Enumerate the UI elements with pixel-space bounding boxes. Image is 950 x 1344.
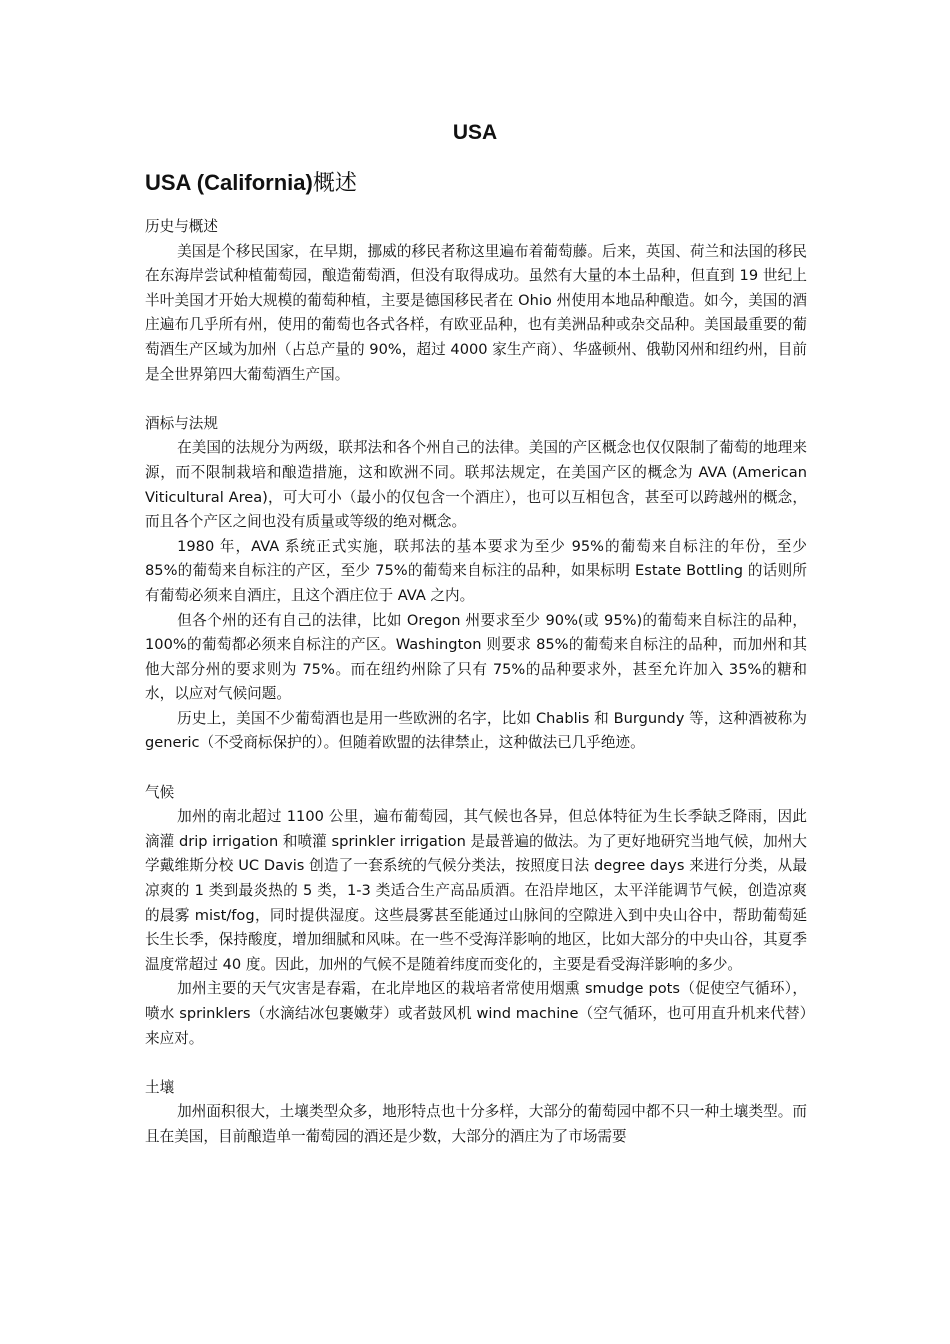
document-title: USA bbox=[452, 121, 498, 144]
section-climate bbox=[145, 781, 807, 1052]
subheading-history: 历史与概述 bbox=[145, 218, 218, 235]
section-heading bbox=[145, 166, 805, 200]
paragraph: 历史上，美国不少葡萄酒也是用一些欧洲的名字，比如 Chablis 和 Burgundy 等，这种酒被称为 generic（不受商标保护的）。但随着欧盟的法律禁止，这种做法已几乎绝迹。 bbox=[145, 709, 807, 752]
paragraph: 加州面积很大，土壤类型众多，地形特点也十分多样，大部分的葡萄园中都不只一种土壤类型。而且在美国，目前酿造单一葡萄园的酒还是少数，大部分的酒庄为了市场需要 bbox=[145, 1103, 807, 1145]
section-spacer bbox=[145, 387, 807, 412]
paragraph: 但各个州的还有自己的法律，比如 Oregon 州要求至少 90%(或 95%)的葡萄来自标注的品种，100%的葡萄都必须来自标注的产区。Washington 则要求 85%的葡萄来自标注的品种，而加州和其他大部分州的要求则为 75%。而在纽约州除了只有 75%的品种要求外，甚至允许加入 35%的糖和水，以应对气候问题。 bbox=[145, 611, 807, 703]
section-spacer bbox=[145, 1051, 807, 1076]
subheading-soil: 土壤 bbox=[145, 1078, 175, 1096]
section-heading-cjk: 概述 bbox=[312, 170, 357, 195]
section-labels-regulations bbox=[145, 412, 807, 756]
section-soil bbox=[145, 1076, 807, 1150]
paragraph: 美国是个移民国家，在早期，挪威的移民者称这里遍布着葡萄藤。后来，英国、荷兰和法国的移民在东海岸尝试种植葡萄园，酿造葡萄酒，但没有取得成功。虽然有大量的本土品种，但直到 19 世纪上半叶美国才开始大规模的葡萄种植，主要是德国移民者在 Ohio 州使用本地品种酿造。如今，美国的酒庄遍布几乎所有州，使用的葡萄也各式各样，有欧亚品种，也有美洲品种或杂交品种。美国最重要的葡萄酒生产区域为加州（占总产量的 90%，超过 4000 家生产商）、华盛顿州、俄勒冈州和纽约州，目前是全世界第四大葡萄酒生产国。 bbox=[145, 242, 807, 383]
paragraph: 1980 年，AVA 系统正式实施，联邦法的基本要求为至少 95%的葡萄来自标注的年份，至少 85%的葡萄来自标注的产区，至少 75%的葡萄来自标注的品种，如果标明 Estate Bottling 的话则所有葡萄必须来自酒庄，且这个酒庄位于 AVA 之内。 bbox=[145, 537, 807, 604]
subheading-labels-regulations: 酒标与法规 bbox=[145, 414, 218, 432]
document-body bbox=[145, 215, 807, 1150]
section-spacer bbox=[145, 756, 807, 781]
section-history bbox=[145, 215, 807, 387]
paragraph: 加州主要的天气灾害是春霜，在北岸地区的栽培者常使用烟熏 smudge pots（促使空气循环），喷水 sprinklers（水滴结冰包裹嫩芽）或者鼓风机 wind machine（空气循环，也可用直升机来代替）来应对。 bbox=[145, 980, 807, 1047]
subheading-climate: 气候 bbox=[145, 783, 175, 801]
section-heading-latin: USA (California) bbox=[145, 170, 313, 195]
paragraph: 加州的南北超过 1100 公里，遍布葡萄园，其气候也各异，但总体特征为生长季缺乏降雨，因此滴灌 drip irrigation 和喷灌 sprinkler irrigation 是最普遍的做法。为了更好地研究当地气候，加州大学戴维斯分校 UC Davis 创造了一套系统的气候分类法，按照度日法 degree days 来进行分类，从最凉爽的 1 类到最炎热的 5 类，1-3 类适合生产高品质酒。在沿岸地区，太平洋能调节气候，创造凉爽的晨雾 mist/fog，同时提供湿度。这些晨雾甚至能通过山脉间的空隙进入到中央山谷中，帮助葡萄延长生长季，保持酸度，增加细腻和风味。在一些不受海洋影响的地区，比如大部分的中央山谷，其夏季温度常超过 40 度。因此，加州的气候不是随着纬度而变化的，主要是看受海洋影响的多少。 bbox=[145, 808, 807, 973]
paragraph: 在美国的法规分为两级，联邦法和各个州自己的法律。美国的产区概念也仅仅限制了葡萄的地理来源，而不限制栽培和酿造措施，这和欧洲不同。联邦法规定，在美国产区的概念为 AVA (American Viticultural Area)，可大可小（最小的仅包含一个酒庄），也可以互相包含，甚至可以跨越州的概念，而且各个产区之间也没有质量或等级的绝对概念。 bbox=[145, 439, 807, 531]
